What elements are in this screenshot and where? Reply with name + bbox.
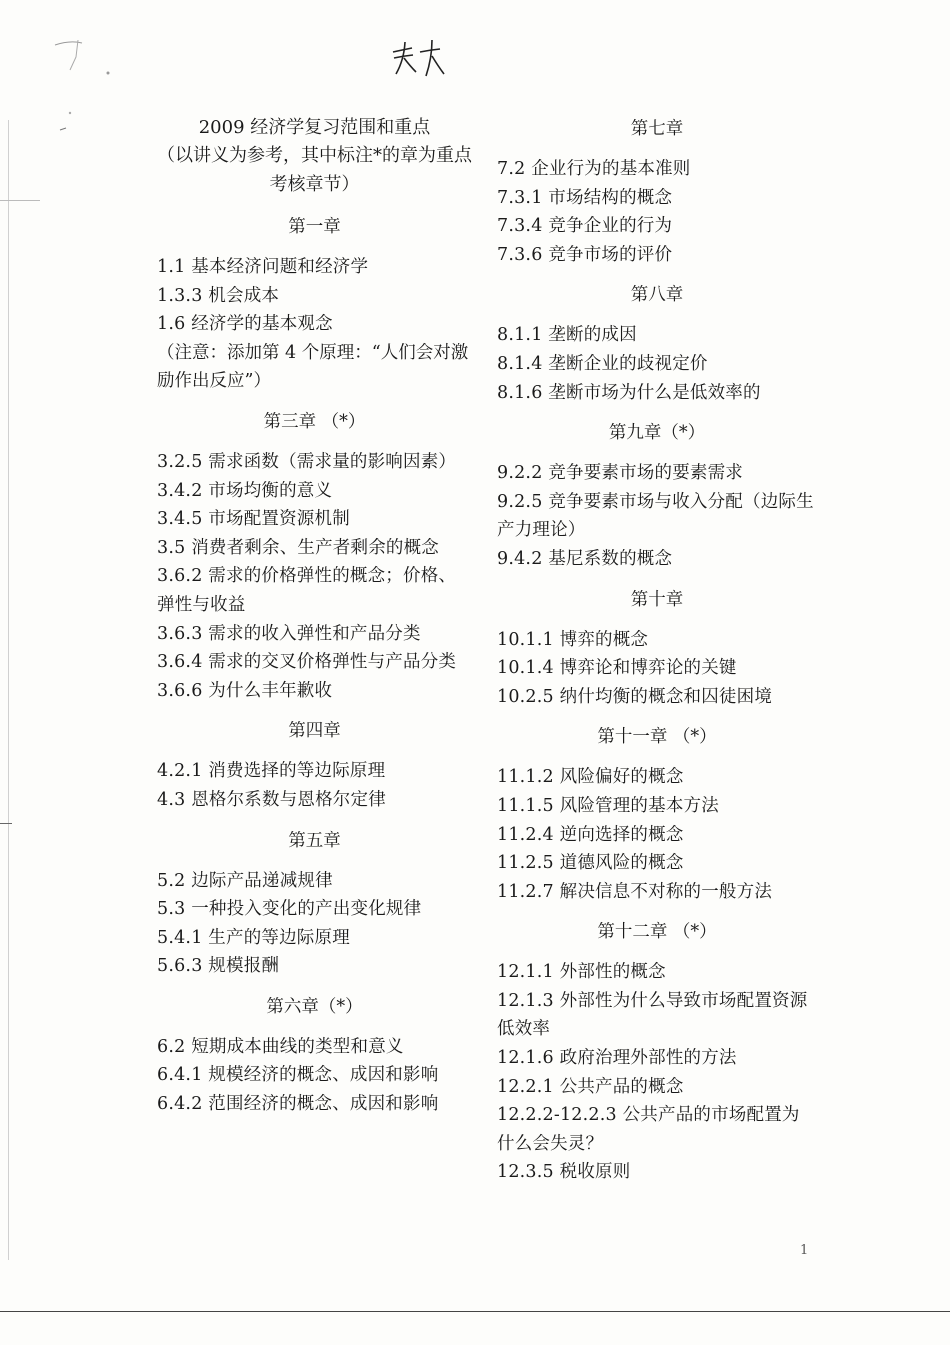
chapter-heading: 第十章 — [630, 589, 684, 610]
topic-item: 1.3.3 机会成本 — [157, 285, 280, 306]
topic-item: 8.1.1 垄断的成因 — [497, 325, 637, 346]
topic-item: 12.3.5 税收原则 — [497, 1162, 631, 1183]
topic-item: 1.6 经济学的基本观念 — [157, 314, 333, 335]
chapter-8-section — [497, 281, 817, 407]
topic-item: 6.4.1 规模经济的概念、成因和影响 — [157, 1065, 439, 1086]
topic-item: 12.2.1 公共产品的概念 — [497, 1076, 684, 1097]
topic-item: 5.6.3 规模报酬 — [157, 956, 280, 977]
scan-mark — [0, 200, 40, 201]
topic-item: 12.1.6 政府治理外部性的方法 — [497, 1048, 737, 1069]
chapter-11-section — [497, 723, 817, 906]
topic-item: 7.2 企业行为的基本准则 — [497, 159, 691, 179]
topic-item: 7.3.1 市场结构的概念 — [497, 187, 673, 208]
document-note: （以讲义为参考，其中标注*的章为重点考核章节） — [157, 145, 472, 195]
handwritten-mark — [388, 40, 448, 80]
scan-edge-line — [8, 120, 9, 1260]
chapter-6-section — [157, 993, 472, 1119]
chapter-heading: 第四章 — [288, 721, 341, 742]
topic-item: 4.3 恩格尔系数与恩格尔定律 — [157, 789, 386, 810]
scan-mark — [0, 823, 12, 824]
topic-item: 7.3.4 竞争企业的行为 — [497, 216, 673, 237]
topic-item: 12.1.1 外部性的概念 — [497, 962, 666, 983]
chapter-heading: 第一章 — [288, 217, 341, 237]
topic-item: 8.1.4 垄断企业的歧视定价 — [497, 353, 708, 374]
topic-item: 12.1.3 外部性为什么导致市场配置资源低效率 — [497, 990, 808, 1040]
topic-item: 5.4.1 生产的等边际原理 — [157, 927, 350, 948]
chapter-heading: 第十一章 （*） — [597, 727, 717, 748]
footer-rule — [0, 1311, 950, 1312]
topic-item: 5.3 一种投入变化的产出变化规律 — [157, 899, 422, 920]
left-column — [157, 115, 472, 1131]
topic-item: 3.4.2 市场均衡的意义 — [157, 480, 333, 501]
topic-item: 7.3.6 竞争市场的评价 — [497, 244, 673, 265]
topic-item: 9.4.2 基尼系数的概念 — [497, 548, 673, 569]
page-number: 1 — [800, 1243, 809, 1258]
topic-item: 3.4.5 市场配置资源机制 — [157, 509, 350, 530]
chapter-heading: 第三章 （*） — [263, 411, 366, 432]
chapter-10-section — [497, 586, 817, 712]
topic-item: 11.1.5 风险管理的基本方法 — [497, 795, 719, 816]
topic-item: 12.2.2-12.2.3 公共产品的市场配置为什么会失灵？ — [497, 1105, 800, 1154]
chapter-9-section — [497, 419, 817, 573]
topic-item: 6.4.2 范围经济的概念、成因和影响 — [157, 1094, 439, 1115]
right-column — [497, 115, 817, 1199]
topic-item: 5.2 边际产品递减规律 — [157, 870, 333, 891]
topic-item: 11.1.2 风险偏好的概念 — [497, 767, 684, 788]
chapter-12-section — [497, 918, 817, 1187]
topic-item: 11.2.4 逆向选择的概念 — [497, 824, 684, 845]
chapter-3-section — [157, 408, 472, 705]
topic-item: 3.6.2 需求的价格弹性的概念；价格、弹性与收益 — [157, 566, 457, 615]
chapter-7-section — [497, 115, 817, 269]
chapter-note: （注意：添加第 4 个原理：“人们会对激励作出反应”） — [157, 342, 469, 392]
chapter-heading: 第九章（*） — [608, 423, 706, 444]
chapter-heading: 第五章 — [288, 830, 341, 851]
topic-item: 4.2.1 消费选择的等边际原理 — [157, 761, 386, 782]
topic-item: 6.2 短期成本曲线的类型和意义 — [157, 1036, 404, 1057]
topic-item: 3.6.4 需求的交叉价格弹性与产品分类 — [157, 652, 457, 673]
chapter-heading: 第八章 — [630, 285, 684, 306]
topic-item: 9.2.2 竞争要素市场的要素需求 — [497, 463, 743, 484]
chapter-4-section — [157, 717, 472, 814]
topic-item: 10.1.1 博弈的概念 — [497, 629, 649, 650]
topic-item: 10.1.4 博弈论和博弈论的关键 — [497, 658, 737, 679]
document-title: 2009 经济学复习范围和重点 — [198, 117, 431, 138]
chapter-heading: 第七章 — [630, 119, 684, 139]
chapter-1-section — [157, 213, 472, 396]
topic-item: 8.1.6 垄断市场为什么是低效率的 — [497, 382, 761, 403]
topic-item: 3.6.6 为什么丰年歉收 — [157, 680, 333, 701]
topic-item: 11.2.5 道德风险的概念 — [497, 853, 684, 874]
topic-item: 11.2.7 解决信息不对称的一般方法 — [497, 881, 773, 902]
topic-item: 3.5 消费者剩余、生产者剩余的概念 — [157, 537, 439, 558]
topic-item: 9.2.5 竞争要素市场与收入分配（边际生产力理论） — [497, 491, 814, 541]
topic-item: 3.6.3 需求的收入弹性和产品分类 — [157, 623, 421, 644]
corner-smudge — [40, 35, 120, 135]
chapter-heading: 第六章（*） — [266, 996, 363, 1017]
chapter-5-section — [157, 827, 472, 981]
chapter-heading: 第十二章 （*） — [597, 922, 717, 943]
topic-item: 3.2.5 需求函数（需求量的影响因素） — [157, 451, 457, 472]
topic-item: 1.1 基本经济问题和经济学 — [157, 257, 369, 277]
topic-item: 10.2.5 纳什均衡的概念和囚徒困境 — [497, 686, 773, 707]
